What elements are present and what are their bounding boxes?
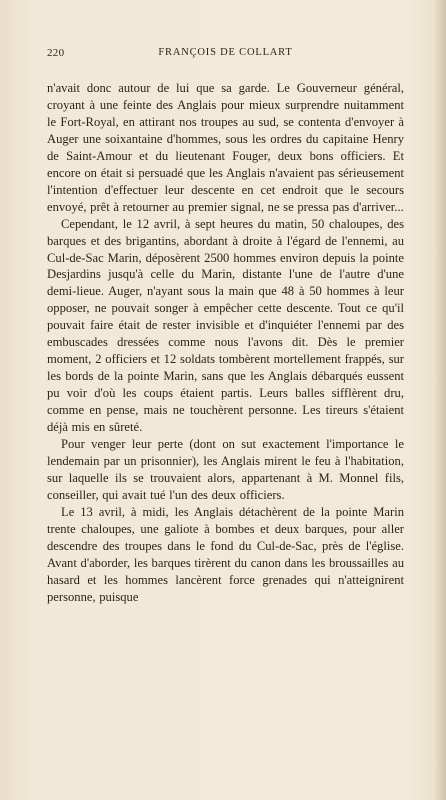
paragraph: n'avait donc autour de lui que sa garde. Le Gouverneur général, croyant à une feinte des Anglais pour mieux surprendre nuitamment le Fort-Royal, en attirant nos troupes au sud, se contenta d'envoyer à Auger une soixantaine d'hommes, sous les ordres du capitaine Henry de Saint-Amour et du lieutenant Fouger, deux bons officiers. Et encore on était si persuadé que les Anglais n'avaient pas sérieusement l'intention d'effectuer leur descente en cet endroit que le secours envoyé, prêt à retourner au premier signal, ne se pressa pas d'arriver... [47,81,404,214]
paragraph: Pour venger leur perte (dont on sut exactement l'importance le lendemain par un prisonnier), les Anglais mirent le feu à l'habitation, sur laquelle ils se trouvaient alors, appartenant à M. Monnel fils, conseiller, qui avait tué l'un des deux officiers. [47,437,404,502]
page-edge-shadow [434,0,446,800]
page-header [47,47,404,65]
running-title: FRANÇOIS DE COLLART [158,47,293,58]
paragraph: Cependant, le 12 avril, à sept heures du matin, 50 chaloupes, des barques et des brigantins, abordant à droite à l'égard de l'ennemi, au Cul-de-Sac Marin, déposèrent 2500 hommes environ depuis la pointe Desjardins jusqu'à celle du Marin, distante l'une de l'autre d'une demi-lieue. Auger, n'ayant sous la main que 48 à 50 hommes à leur opposer, ne pouvait songer à empêcher cette descente. Tout ce qu'il pouvait faire était de rester invisible et d'inquiéter l'ennemi par des embuscades dressées comme nous l'avons dit. Dès le premier moment, 2 officiers et 12 soldats tombèrent mortellement frappés, sur les bords de la pointe Marin, sans que les Anglais débarqués eussent pu voir d'où les coups étaient partis. Leurs balles sifflèrent dru, comme en pense, mais ne touchèrent personne. Les tireurs s'étaient déjà mis en sûreté. [47,216,404,435]
body-text [47,80,404,606]
page-number: 220 [47,47,65,59]
paragraph: Le 13 avril, à midi, les Anglais détachèrent de la pointe Marin trente chaloupes, une galiote à bombes et deux barques, pour aller descendre des troupes dans le fond du Cul-de-Sac, près de l'église. Avant d'aborder, les barques tirèrent du canon dans les broussailles au hasard et les hommes lancèrent force grenades qui n'atteignirent personne, puisque [47,504,404,604]
